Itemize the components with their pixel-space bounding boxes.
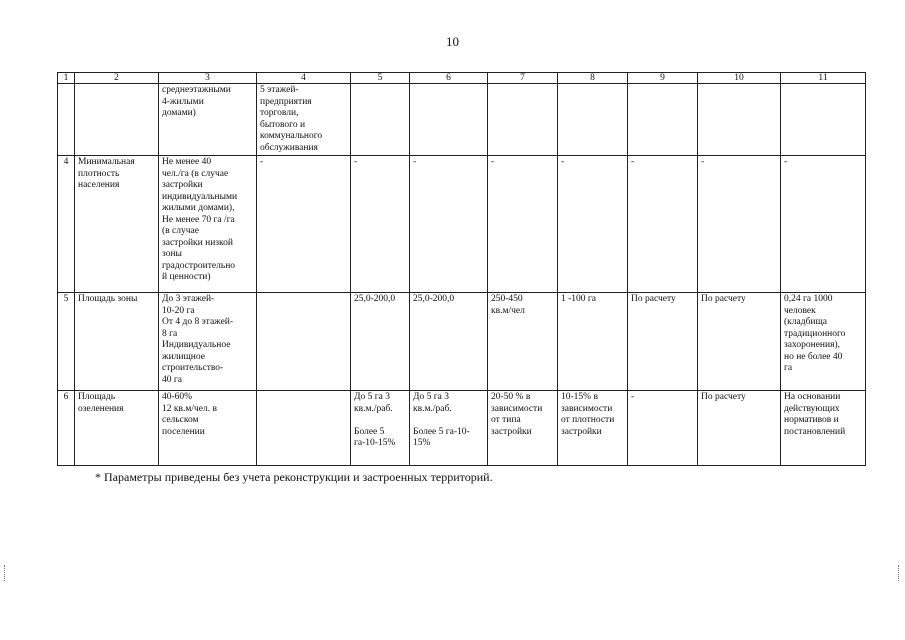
- table-cell: 250-450 кв.м/чел: [488, 293, 558, 391]
- table-cell: -: [628, 156, 698, 293]
- table-cell: -: [351, 156, 410, 293]
- table-cell: 40-60% 12 кв.м/чел. в сельском поселении: [159, 391, 257, 466]
- table-cell: 20-50 % в зависимости от типа застройки: [488, 391, 558, 466]
- table-cell: [351, 84, 410, 156]
- parameters-table: [57, 72, 866, 466]
- table-cell: По расчету: [628, 293, 698, 391]
- table-cell: -: [488, 156, 558, 293]
- table-cell: -: [781, 156, 866, 293]
- table-cell: На основании действующих нормативов и постановлений: [781, 391, 866, 466]
- table-cell: [257, 293, 351, 391]
- table-cell: -: [257, 156, 351, 293]
- table-cell: среднеэтажными 4-жилыми домами): [159, 84, 257, 156]
- footnote: * Параметры приведены без учета реконструкции и застроенных территорий.: [95, 470, 493, 484]
- column-header: 9: [628, 73, 698, 84]
- table-cell: До 5 га 3 кв.м./раб. Более 5 га-10- 15%: [410, 391, 488, 466]
- table-cell: 25,0-200,0: [351, 293, 410, 391]
- table-row: [58, 293, 866, 391]
- column-header: 1: [58, 73, 75, 84]
- table-cell: -: [698, 156, 781, 293]
- table-cell: [558, 84, 628, 156]
- table-cell: [257, 391, 351, 466]
- table-cell: -: [558, 156, 628, 293]
- table-cell: [698, 84, 781, 156]
- table-cell: Площадь зоны: [75, 293, 159, 391]
- column-header: 4: [257, 73, 351, 84]
- table-cell: 5 этажей- предприятия торговли, бытового и коммунального обслуживания: [257, 84, 351, 156]
- column-header: 5: [351, 73, 410, 84]
- header-row: [58, 73, 866, 84]
- table-cell: 6: [58, 391, 75, 466]
- table-cell: 0,24 га 1000 человек (кладбища традиционного захоронения), но не более 40 га: [781, 293, 866, 391]
- table-cell: 10-15% в зависимости от плотности застройки: [558, 391, 628, 466]
- table-cell: [488, 84, 558, 156]
- table-row: [58, 391, 866, 466]
- table-cell: [75, 84, 159, 156]
- table-cell: [58, 84, 75, 156]
- table-cell: По расчету: [698, 391, 781, 466]
- table-cell: -: [410, 156, 488, 293]
- scan-edge-mark: [898, 565, 902, 581]
- page-number: 10: [446, 34, 459, 49]
- table-cell: По расчету: [698, 293, 781, 391]
- table-cell: [781, 84, 866, 156]
- table-row: [58, 84, 866, 156]
- column-header: 6: [410, 73, 488, 84]
- table-cell: -: [628, 391, 698, 466]
- table-cell: 5: [58, 293, 75, 391]
- table-cell: [410, 84, 488, 156]
- table-row: [58, 156, 866, 293]
- column-header: 10: [698, 73, 781, 84]
- table-cell: Минимальная плотность населения: [75, 156, 159, 293]
- scan-edge-mark: [4, 565, 8, 581]
- table-cell: 25,0-200,0: [410, 293, 488, 391]
- column-header: 7: [488, 73, 558, 84]
- column-header: 11: [781, 73, 866, 84]
- table-cell: До 3 этажей- 10-20 га От 4 до 8 этажей- 8 га Индивидуальное жилищное строительство- 40 га: [159, 293, 257, 391]
- table-cell: [628, 84, 698, 156]
- column-header: 8: [558, 73, 628, 84]
- column-header: 2: [75, 73, 159, 84]
- table-cell: 1 -100 га: [558, 293, 628, 391]
- table-cell: Не менее 40 чел./га (в случае застройки индивидуальными жилыми домами), Не менее 70 га /га (в случае застройки низкой зоны градостроительно й ценности): [159, 156, 257, 293]
- table-cell: 4: [58, 156, 75, 293]
- column-header: 3: [159, 73, 257, 84]
- table-cell: До 5 га 3 кв.м./раб. Более 5 га-10-15%: [351, 391, 410, 466]
- table-cell: Площадь озеленения: [75, 391, 159, 466]
